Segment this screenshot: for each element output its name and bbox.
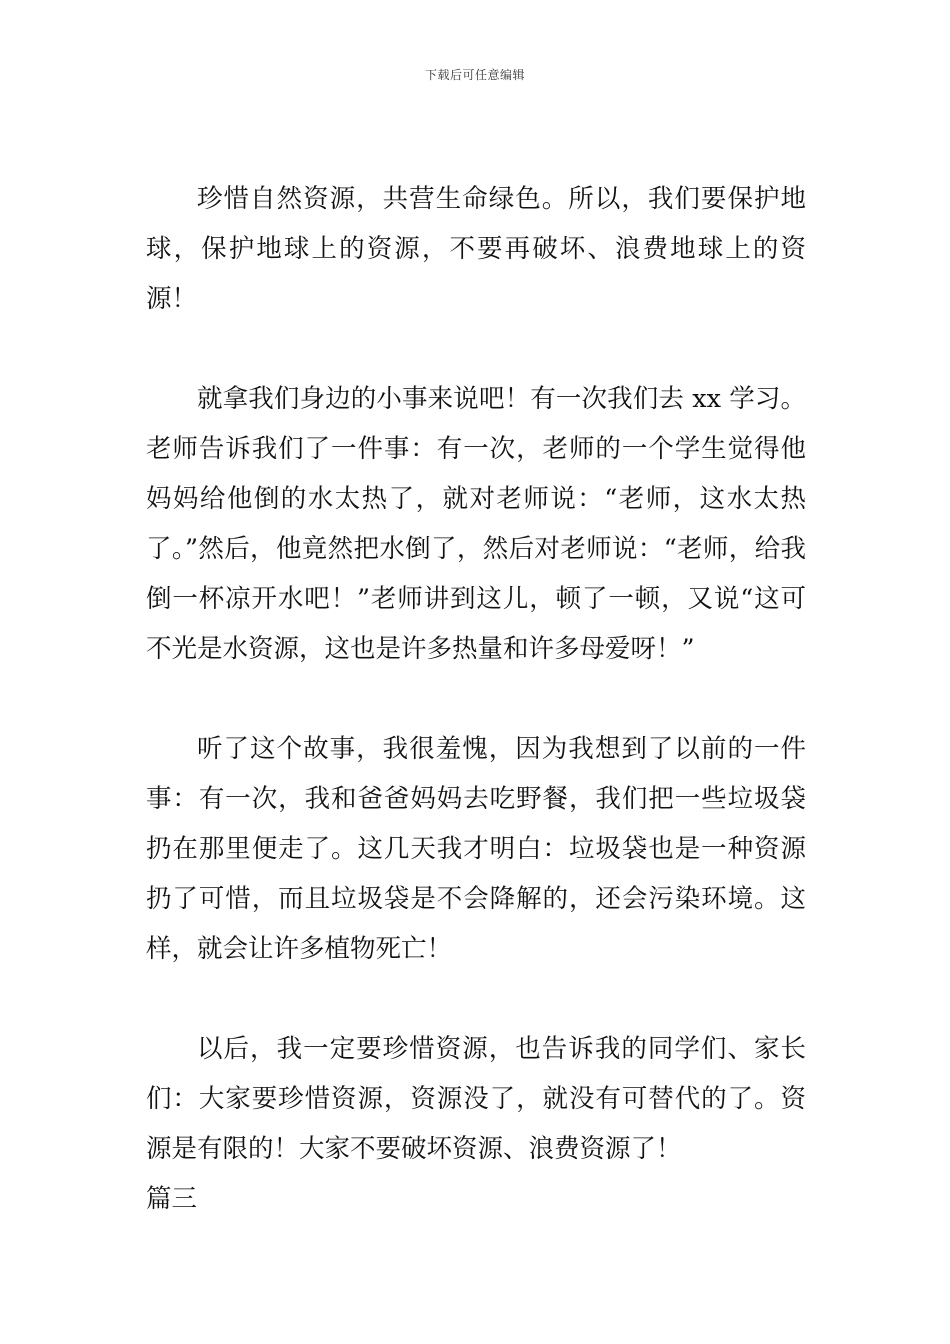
- paragraph-1: 珍惜自然资源，共营生命绿色。所以，我们要保护地球，保护地球上的资源，不要再破坏、浪费地球上的资源！: [146, 184, 806, 314]
- paragraph-2: 就拿我们身边的小事来说吧！有一次我们去 xx 学习。老师告诉我们了一件事：有一次，老师的一个学生觉得他妈妈给他倒的水太热了，就对老师说：“老师，这水太热了。”然后，他竟然把水倒了，然后对老师说：“老师，给我倒一杯凉开水吧！”老师讲到这儿，顿了一顿，又说“这可不光是水资源，这也是许多热量和许多母爱呀！”: [146, 384, 806, 664]
- paragraph-4: 以后，我一定要珍惜资源，也告诉我的同学们、家长们：大家要珍惜资源，资源没了，就没有可替代的了。资源是有限的！大家不要破坏资源、浪费资源了！: [146, 1034, 806, 1164]
- document-body: [146, 174, 806, 1224]
- header-note: 下载后可任意编辑: [424, 68, 525, 82]
- paragraph-3: 听了这个故事，我很羞愧，因为我想到了以前的一件事：有一次，我和爸爸妈妈去吃野餐，我们把一些垃圾袋扔在那里便走了。这几天我才明白：垃圾袋也是一种资源扔了可惜，而且垃圾袋是不会降解的，还会污染环境。这样，就会让许多植物死亡！: [146, 734, 806, 964]
- section-label: 篇三: [146, 1184, 198, 1214]
